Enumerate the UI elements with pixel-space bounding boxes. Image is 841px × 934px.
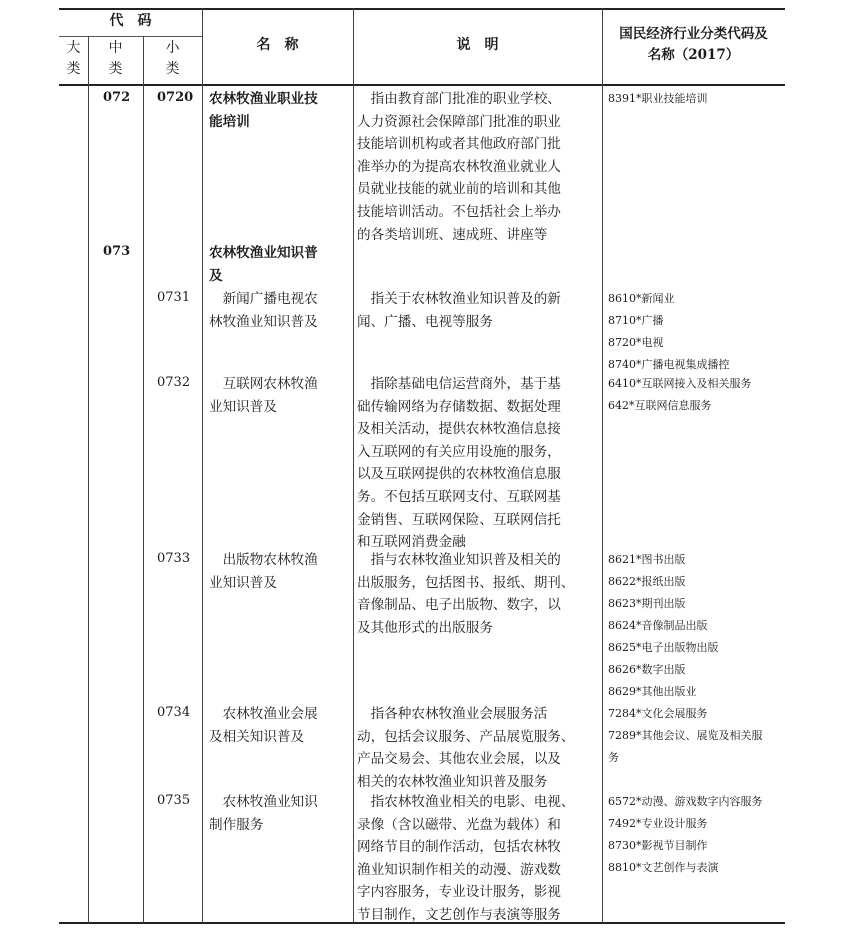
code-group-rule: [59, 36, 202, 37]
col-divider-4: [353, 8, 354, 923]
row-0732-xiao-code: 0732: [157, 375, 191, 390]
header-da: 大 类: [66, 40, 81, 77]
header-name: 名 称: [256, 37, 299, 53]
row-0720-gb: 8391*职业技能培训: [608, 92, 708, 105]
header-code-group: 代 码: [109, 13, 152, 29]
row-0735-xiao-code: 0735: [157, 793, 191, 808]
row-0735-gb: 6572*动漫、游戏数字内容服务 7492*专业设计服务 8730*影视节目制作 8810*文艺创作与表演: [608, 795, 763, 874]
row-0734-gb: 7284*文化会展服务 7289*其他会议、展览及相关服 务: [608, 707, 763, 764]
row-0731-xiao-code: 0731: [157, 290, 191, 305]
row-0720-zhong-code: 072: [103, 90, 131, 105]
row-0720-description: 指由教育部门批准的职业学校、 人力资源社会保障部门批准的职业 技能培训机构或者其他政府部门批 准举办的为提高农林牧渔业就业人 员就业技能的就业前的培训和其他 技能培训活动。不包括社会上举办 的各类培训班、速成班、讲座等: [357, 91, 561, 243]
classification-table: [59, 8, 785, 924]
row-0735-name: 农林牧渔业知识 制作服务: [209, 794, 318, 833]
row-0733-gb: 8621*图书出版 8622*报纸出版 8623*期刊出版 8624*音像制品出版 8625*电子出版物出版 8626*数字出版 8629*其他出版业: [608, 553, 719, 698]
col-divider-da: [88, 84, 89, 923]
top-rule: [59, 8, 785, 10]
row-0731-name: 新闻广播电视农 林牧渔业知识普及: [209, 291, 318, 330]
row-0732-gb: 6410*互联网接入及相关服务 642*互联网信息服务: [608, 377, 752, 412]
header-gb-code: 国民经济行业分类代码及 名称（2017）: [619, 26, 768, 63]
col-divider-zhong: [143, 84, 144, 923]
row-0733-name: 出版物农林牧渔 业知识普及: [209, 552, 318, 591]
row-073-name: 农林牧渔业知识普 及: [209, 245, 318, 284]
row-0720-name: 农林牧渔业职业技 能培训: [209, 91, 318, 130]
row-0731-description: 指关于农林牧渔业知识普及的新 闻、广播、电视等服务: [357, 291, 561, 330]
row-0734-xiao-code: 0734: [157, 705, 191, 720]
row-0720-xiao-code: 0720: [157, 90, 194, 105]
header-bottom-rule: [59, 84, 785, 86]
row-0735-description: 指农林牧渔业相关的电影、电视、 录像（含以磁带、光盘为载体）和 网络节目的制作活动，包括农林牧 渔业知识制作相关的动漫、游戏数 字内容服务，专业设计服务，影视 节目制作，文艺创作与表演等服务: [357, 794, 575, 923]
header-description: 说 明: [456, 37, 499, 53]
row-0733-xiao-code: 0733: [157, 551, 191, 566]
row-073-zhong-code: 073: [103, 244, 131, 259]
col-divider-5: [602, 8, 603, 923]
row-0734-name: 农林牧渔业会展 及相关知识普及: [209, 706, 318, 745]
row-0731-gb: 8610*新闻业 8710*广播 8720*电视 8740*广播电视集成播控: [608, 292, 730, 371]
header-xiao: 小 类: [165, 40, 180, 77]
row-0733-description: 指与农林牧渔业知识普及相关的 出版服务，包括图书、报纸、期刊、 音像制品、电子出版物、数字，以 及其他形式的出版服务: [357, 552, 575, 636]
header-zhong: 中 类: [108, 40, 123, 77]
row-0732-description: 指除基础电信运营商外，基于基 础传输网络为存储数据、数据处理 及相关活动，提供农林牧渔信息接 入互联网的有关应用设施的服务， 以及互联网提供的农林牧渔信息服 务。不包括互联网支付、互联网基 金销售、互联网保险、互联网信托 和互联网消费金融: [357, 376, 561, 551]
row-0732-name: 互联网农林牧渔 业知识普及: [209, 376, 318, 415]
row-0734-description: 指各种农林牧渔业会展服务活 动，包括会议服务、产品展览服务、 产品交易会、其他农业会展，以及 相关的农林牧渔业知识普及服务: [357, 706, 575, 790]
col-divider-3: [202, 8, 203, 923]
